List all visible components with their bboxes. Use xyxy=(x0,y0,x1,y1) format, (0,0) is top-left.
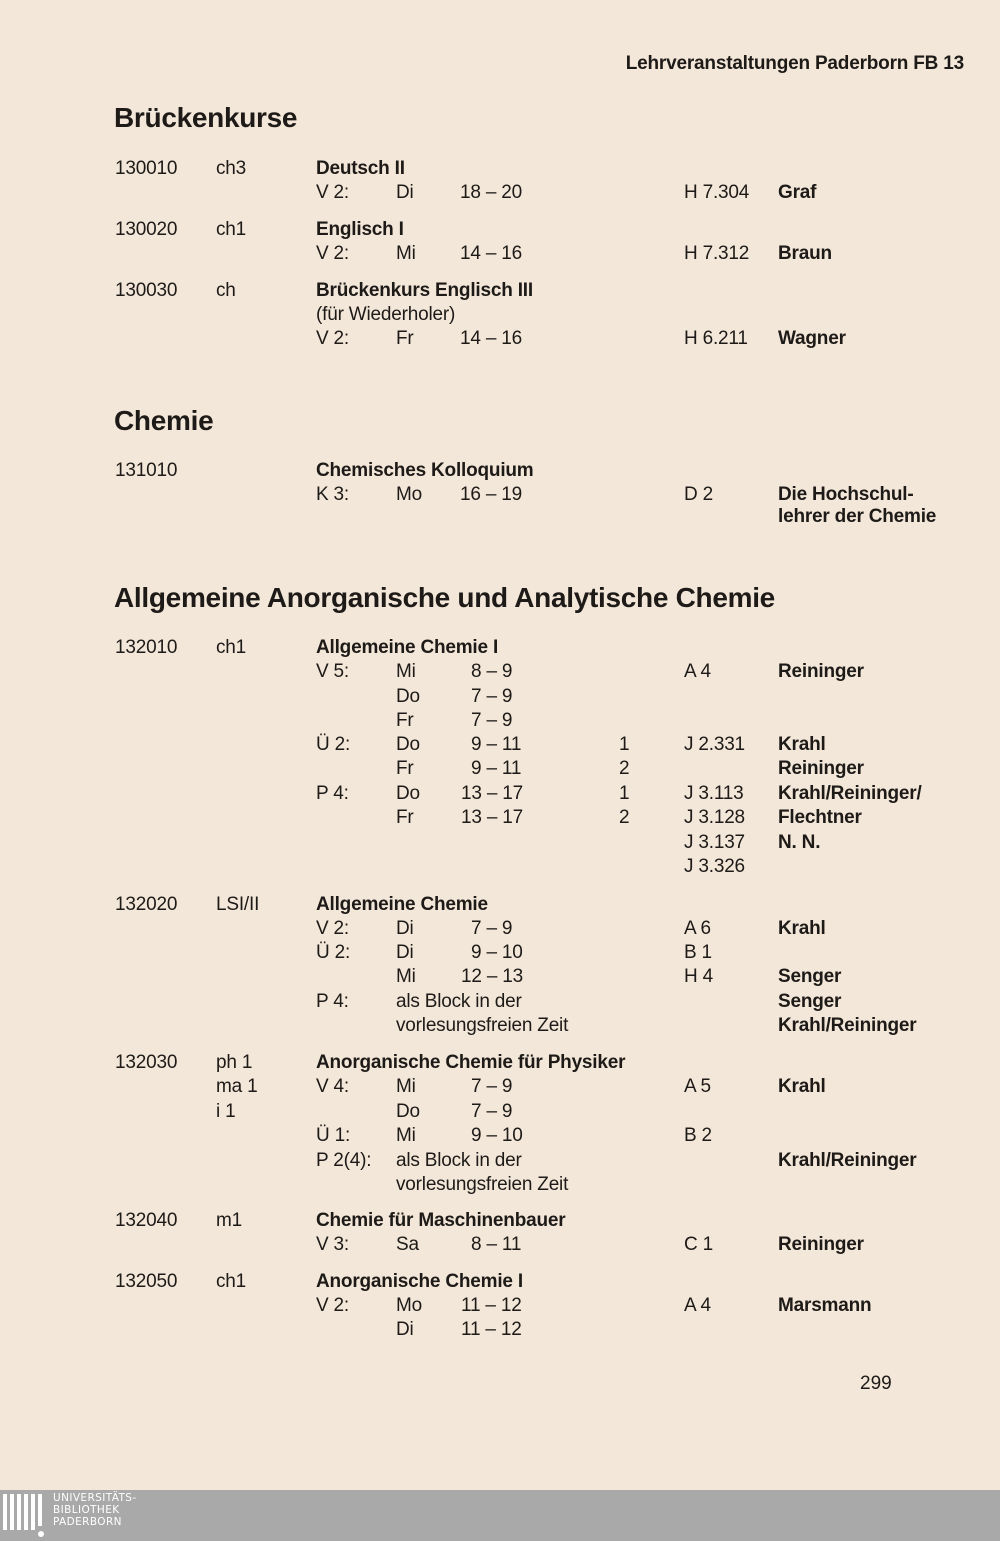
course-note: als Block in der xyxy=(396,991,522,1012)
course-lecturer: lehrer der Chemie xyxy=(778,506,937,527)
course-type: V 4: xyxy=(316,1076,349,1097)
course-day: Mi xyxy=(396,966,416,987)
course-time: 8 – 11 xyxy=(471,1234,522,1255)
course-day: Di xyxy=(396,918,414,939)
course-type: V 2: xyxy=(316,918,349,939)
course-room: J 3.137 xyxy=(684,832,745,853)
course-room: J 3.113 xyxy=(684,783,744,804)
course-lecturer: Senger xyxy=(778,966,842,987)
course-lecturer: N. N. xyxy=(778,832,821,853)
course-room: C 1 xyxy=(684,1234,713,1255)
course-number: 132030 xyxy=(115,1052,178,1073)
course-type: V 2: xyxy=(316,328,349,349)
course-number: 132010 xyxy=(115,637,178,658)
course-title: Anorganische Chemie für Physiker xyxy=(316,1052,626,1073)
course-code: ch1 xyxy=(216,637,247,658)
course-code: ch1 xyxy=(216,1271,247,1292)
course-day: Fr xyxy=(396,710,414,731)
course-day: Do xyxy=(396,734,420,755)
library-name-line: BIBLIOTHEK xyxy=(53,1504,120,1516)
course-time: 7 – 9 xyxy=(471,918,513,939)
course-day: Di xyxy=(396,942,414,963)
course-time: 13 – 17 xyxy=(461,807,523,828)
course-time: 16 – 19 xyxy=(460,484,522,505)
course-code: m1 xyxy=(216,1210,242,1231)
course-group: 1 xyxy=(619,783,630,804)
course-number: 130030 xyxy=(115,280,178,301)
course-code: ch3 xyxy=(216,158,247,179)
course-lecturer: Krahl/Reininger xyxy=(778,1015,917,1036)
course-number: 132040 xyxy=(115,1210,178,1231)
course-type: K 3: xyxy=(316,484,349,505)
course-number: 132020 xyxy=(115,894,178,915)
library-name-line: PADERBORN xyxy=(53,1516,122,1528)
course-title: Deutsch II xyxy=(316,158,405,179)
course-time: 14 – 16 xyxy=(460,243,522,264)
course-title: Anorganische Chemie I xyxy=(316,1271,523,1292)
library-logo-icon xyxy=(3,1494,45,1537)
section-heading-brueckenkurse: Brückenkurse xyxy=(114,102,298,133)
course-time: 7 – 9 xyxy=(471,1101,513,1122)
course-title: Allgemeine Chemie I xyxy=(316,637,499,658)
course-day: Di xyxy=(396,1319,414,1340)
course-lecturer: Wagner xyxy=(778,328,846,349)
course-lecturer: Krahl xyxy=(778,734,826,755)
course-type: V 2: xyxy=(316,182,349,203)
course-number: 132050 xyxy=(115,1271,178,1292)
course-code: ph 1 xyxy=(216,1052,253,1073)
course-code: ch xyxy=(216,280,236,301)
course-day: Mi xyxy=(396,1125,416,1146)
library-footer-bar xyxy=(0,1490,1000,1541)
course-time: 12 – 13 xyxy=(461,966,523,987)
course-type: Ü 2: xyxy=(316,942,351,963)
course-type: P 2(4): xyxy=(316,1150,372,1171)
course-group: 2 xyxy=(619,758,630,779)
course-time: 9 – 11 xyxy=(471,758,522,779)
course-lecturer: Braun xyxy=(778,243,832,264)
section-heading-aaac: Allgemeine Anorganische und Analytische Chemie xyxy=(114,582,775,613)
course-code: ch1 xyxy=(216,219,247,240)
course-time: 11 – 12 xyxy=(461,1319,522,1340)
course-day: Do xyxy=(396,783,420,804)
course-code: i 1 xyxy=(216,1101,236,1122)
course-lecturer: Reininger xyxy=(778,1234,864,1255)
course-room: J 2.331 xyxy=(684,734,745,755)
course-lecturer: Krahl/Reininger/ xyxy=(778,783,922,804)
course-time: 18 – 20 xyxy=(460,182,522,203)
course-day: Mi xyxy=(396,1076,416,1097)
course-room: H 4 xyxy=(684,966,713,987)
course-room: A 4 xyxy=(684,1295,711,1316)
course-type: V 2: xyxy=(316,243,349,264)
course-title: Chemisches Kolloquium xyxy=(316,460,534,481)
course-number: 130020 xyxy=(115,219,178,240)
course-room: D 2 xyxy=(684,484,713,505)
course-type: V 5: xyxy=(316,661,349,682)
course-room: H 7.312 xyxy=(684,243,750,264)
course-type: P 4: xyxy=(316,991,349,1012)
course-room: A 4 xyxy=(684,661,711,682)
course-day: Mi xyxy=(396,661,416,682)
course-time: 7 – 9 xyxy=(471,686,513,707)
course-time: 13 – 17 xyxy=(461,783,523,804)
course-time: 8 – 9 xyxy=(471,661,513,682)
course-day: Di xyxy=(396,182,414,203)
course-note: vorlesungsfreien Zeit xyxy=(396,1174,569,1195)
library-name xyxy=(53,1492,137,1528)
course-title: Brückenkurs Englisch III xyxy=(316,280,533,301)
course-group: 1 xyxy=(619,734,630,755)
course-note: vorlesungsfreien Zeit xyxy=(396,1015,569,1036)
course-type: Ü 1: xyxy=(316,1125,351,1146)
section-heading-chemie: Chemie xyxy=(114,405,214,436)
course-lecturer: Reininger xyxy=(778,661,864,682)
course-lecturer: Krahl xyxy=(778,918,826,939)
course-day: Mo xyxy=(396,1295,422,1316)
course-lecturer: Krahl xyxy=(778,1076,826,1097)
course-room: A 6 xyxy=(684,918,711,939)
course-title: Allgemeine Chemie xyxy=(316,894,488,915)
course-room: J 3.326 xyxy=(684,856,745,877)
course-day: Mo xyxy=(396,484,422,505)
course-time: 7 – 9 xyxy=(471,710,513,731)
course-day: Fr xyxy=(396,328,414,349)
course-room: H 6.211 xyxy=(684,328,748,349)
course-type: V 3: xyxy=(316,1234,349,1255)
course-lecturer: Graf xyxy=(778,182,817,203)
course-time: 11 – 12 xyxy=(461,1295,522,1316)
course-type: P 4: xyxy=(316,783,349,804)
course-number: 130010 xyxy=(115,158,178,179)
course-time: 7 – 9 xyxy=(471,1076,513,1097)
course-room: H 7.304 xyxy=(684,182,750,203)
course-title: Englisch I xyxy=(316,219,404,240)
course-lecturer: Marsmann xyxy=(778,1295,872,1316)
course-note: als Block in der xyxy=(396,1150,522,1171)
course-type: Ü 2: xyxy=(316,734,351,755)
running-header: Lehrveranstaltungen Paderborn FB 13 xyxy=(625,53,964,74)
course-lecturer: Reininger xyxy=(778,758,864,779)
course-group: 2 xyxy=(619,807,630,828)
course-time: 9 – 10 xyxy=(471,942,523,963)
course-day: Fr xyxy=(396,758,414,779)
page-number: 299 xyxy=(860,1373,892,1394)
course-lecturer: Flechtner xyxy=(778,807,862,828)
course-lecturer: Krahl/Reininger xyxy=(778,1150,917,1171)
course-room: B 2 xyxy=(684,1125,712,1146)
course-room: A 5 xyxy=(684,1076,711,1097)
course-room: J 3.128 xyxy=(684,807,745,828)
course-time: 9 – 10 xyxy=(471,1125,523,1146)
course-time: 9 – 11 xyxy=(471,734,522,755)
course-note: (für Wiederholer) xyxy=(316,304,456,325)
course-lecturer: Senger xyxy=(778,991,842,1012)
course-day: Do xyxy=(396,686,420,707)
course-type: V 2: xyxy=(316,1295,349,1316)
course-day: Mi xyxy=(396,243,416,264)
course-room: B 1 xyxy=(684,942,712,963)
course-code: LSI/II xyxy=(216,894,260,915)
course-day: Fr xyxy=(396,807,414,828)
course-day: Do xyxy=(396,1101,420,1122)
course-code: ma 1 xyxy=(216,1076,258,1097)
course-day: Sa xyxy=(396,1234,419,1255)
course-lecturer: Die Hochschul- xyxy=(778,484,914,505)
course-time: 14 – 16 xyxy=(460,328,522,349)
course-number: 131010 xyxy=(115,460,178,481)
course-title: Chemie für Maschinenbauer xyxy=(316,1210,566,1231)
library-name-line: UNIVERSITÄTS- xyxy=(53,1492,137,1504)
